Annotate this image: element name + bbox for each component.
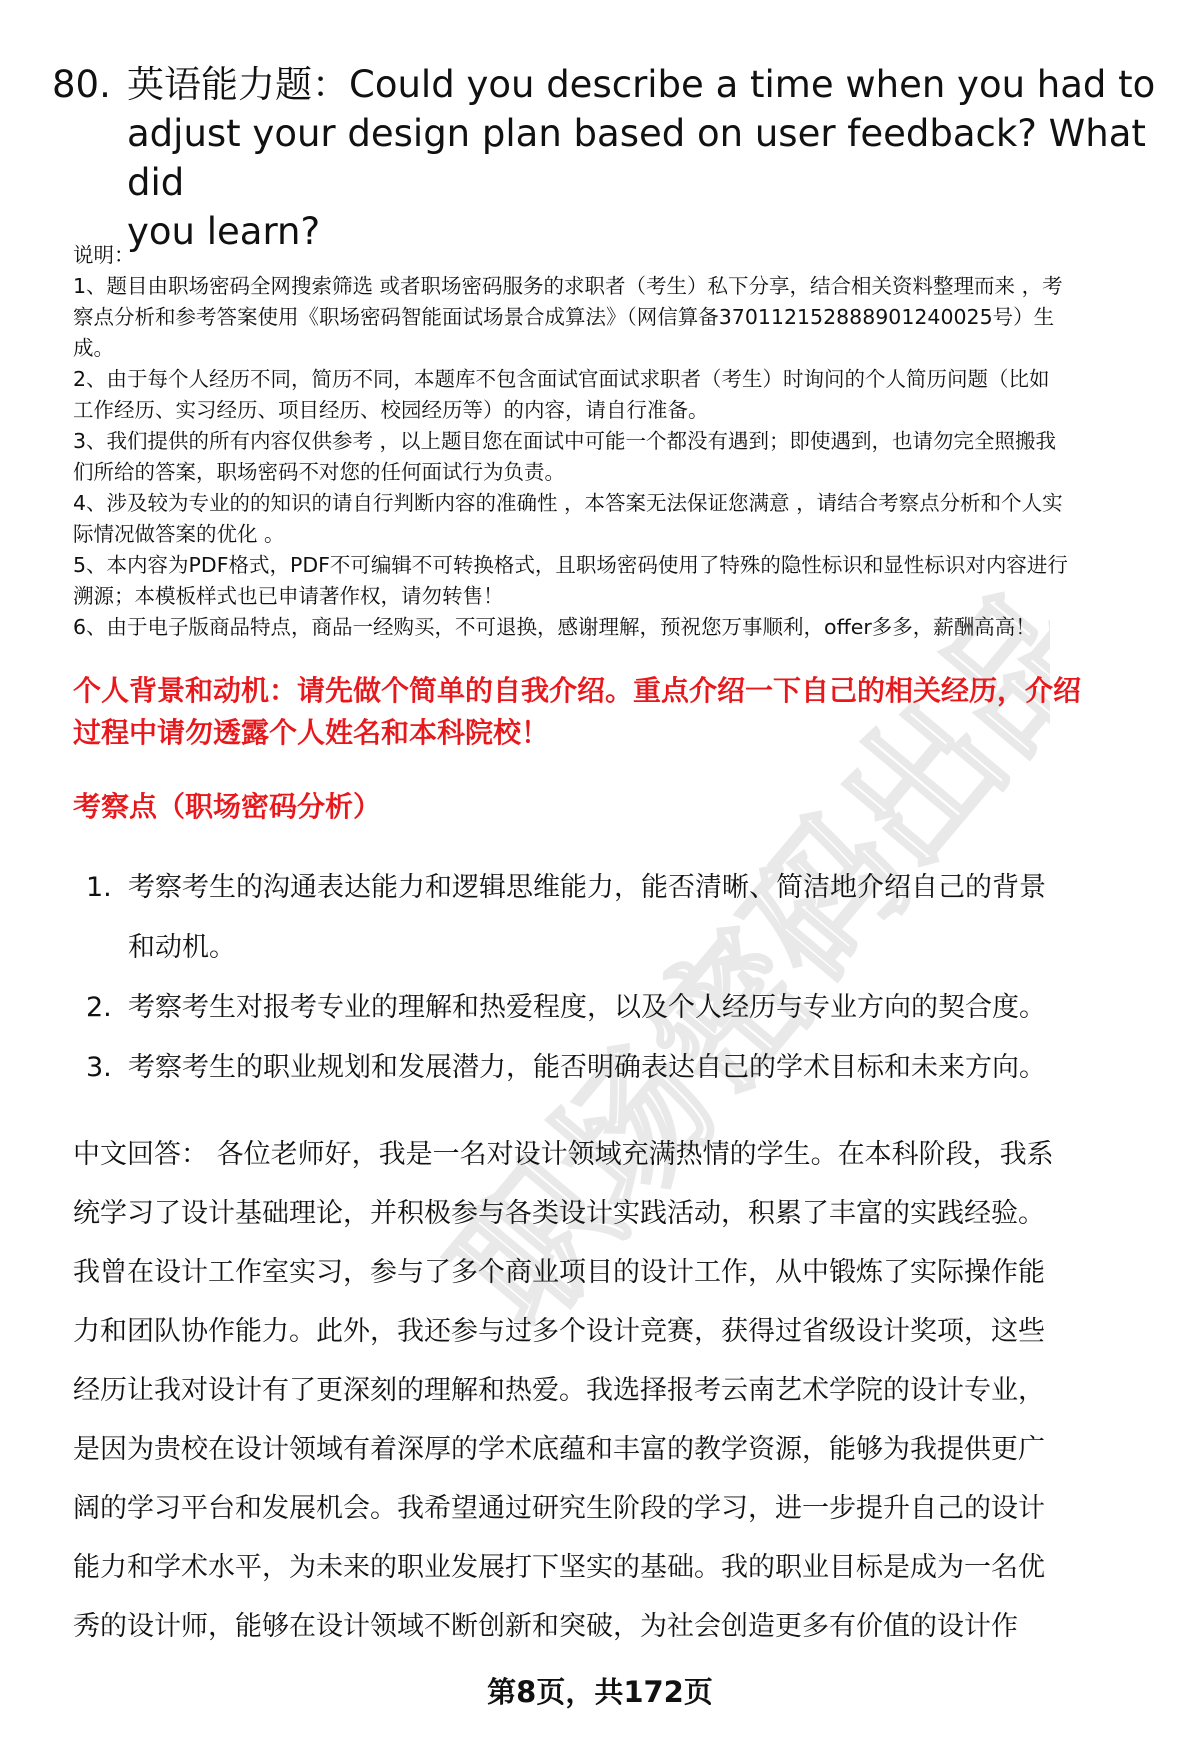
answer-line: 能力和学术水平，为未来的职业发展打下坚实的基础。我的职业目标是成为一名优 — [73, 1552, 1045, 1583]
list-item-number: 3. — [86, 1052, 112, 1083]
list-item — [80, 858, 1170, 978]
background-heading-line: 个人背景和动机：请先做个简单的自我介绍。重点介绍一下自己的相关经历，介绍 — [73, 674, 1082, 707]
list-item-text: 和动机。 — [128, 932, 236, 963]
answer-line: 我曾在设计工作室实习，参与了多个商业项目的设计工作，从中锻炼了实际操作能 — [73, 1257, 1045, 1288]
notes-line: 察点分析和参考答案使用《职场密码智能面试场景合成算法》（网信算备370112152888901240025号）生 — [73, 305, 1055, 329]
question-line: you learn? — [127, 210, 321, 253]
answer-line: 阔的学习平台和发展机会。我希望通过研究生阶段的学习，进一步提升自己的设计 — [73, 1493, 1045, 1524]
notes-line: 溯源；本模板样式也已申请著作权，请勿转售！ — [73, 584, 504, 608]
answer-line: 统学习了设计基础理论，并积极参与各类设计实践活动，积累了丰富的实践经验。 — [73, 1198, 1045, 1229]
list-item-text: 考察考生的职业规划和发展潜力，能否明确表达自己的学术目标和未来方向。 — [128, 1052, 1046, 1083]
list-item-number: 2. — [86, 992, 112, 1023]
notes-heading: 说明： — [73, 243, 135, 267]
background-heading — [73, 670, 1163, 754]
page-footer: 第8页，共172页 — [487, 1675, 713, 1709]
background-heading-line: 过程中请勿透露个人姓名和本科院校！ — [73, 716, 550, 749]
notes-line: 6、由于电子版商品特点，商品一经购买，不可退换，感谢理解，预祝您万事顺利，offer多多，薪酬高高！ — [73, 615, 1036, 639]
list-item — [80, 978, 1170, 1038]
answer-line: 秀的设计师，能够在设计领域不断创新和突破，为社会创造更多有价值的设计作 — [73, 1611, 1018, 1642]
notes-line: 1、题目由职场密码全网搜索筛选 或者职场密码服务的求职者（考生）私下分享，结合相关资料整理而来 ，考 — [73, 274, 1063, 298]
watermark-text: 职场密码出品 — [424, 560, 1050, 1358]
list-item-number: 1. — [86, 872, 112, 903]
list-item-text: 考察考生的沟通表达能力和逻辑思维能力，能否清晰、简洁地介绍自己的背景 — [128, 872, 1046, 903]
notes-line: 4、涉及较为专业的的知识的请自行判断内容的准确性 ，本答案无法保证您满意 ，请结合考察点分析和个人实 — [73, 491, 1063, 515]
notes-line: 们所给的答案，职场密码不对您的任何面试行为负责。 — [73, 460, 565, 484]
notes-line: 2、由于每个人经历不同，简历不同，本题库不包含面试官面试求职者（考生）时询问的个人简历问题（比如 — [73, 367, 1050, 391]
answer-section — [73, 1125, 1163, 1656]
answer-line: 是因为贵校在设计领域有着深厚的学术底蕴和丰富的教学资源，能够为我提供更广 — [73, 1434, 1045, 1465]
question-line: 英语能力题：Could you describe a time when you had to — [127, 63, 1156, 106]
list-item-text: 考察考生对报考专业的理解和热爱程度，以及个人经历与专业方向的契合度。 — [128, 992, 1046, 1023]
notes-line: 3、我们提供的所有内容仅供参考 ，以上题目您在面试中可能一个都没有遇到；即使遇到，也请勿完全照搬我 — [73, 429, 1057, 453]
answer-line: 中文回答： 各位老师好，我是一名对设计领域充满热情的学生。在本科阶段，我系 — [73, 1139, 1054, 1170]
question-title — [52, 60, 1162, 256]
analysis-heading: 考察点（职场密码分析） — [73, 790, 382, 823]
analysis-list — [80, 858, 1170, 1098]
question-line: adjust your design plan based on user feedback? What did — [127, 112, 1146, 204]
answer-line: 力和团队协作能力。此外，我还参与过多个设计竞赛，获得过省级设计奖项，这些 — [73, 1316, 1045, 1347]
answer-line: 经历让我对设计有了更深刻的理解和热爱。我选择报考云南艺术学院的设计专业， — [73, 1375, 1045, 1406]
notes-line: 际情况做答案的优化 。 — [73, 522, 285, 546]
notes-line: 工作经历、实习经历、项目经历、校园经历等）的内容，请自行准备。 — [73, 398, 709, 422]
notes-line: 5、本内容为PDF格式，PDF不可编辑不可转换格式，且职场密码使用了特殊的隐性标识和显性标识对内容进行 — [73, 553, 1068, 577]
list-item — [80, 1038, 1170, 1098]
notes-line: 成。 — [73, 336, 114, 360]
notes-section — [73, 240, 1163, 643]
question-number: 80. — [52, 63, 111, 106]
